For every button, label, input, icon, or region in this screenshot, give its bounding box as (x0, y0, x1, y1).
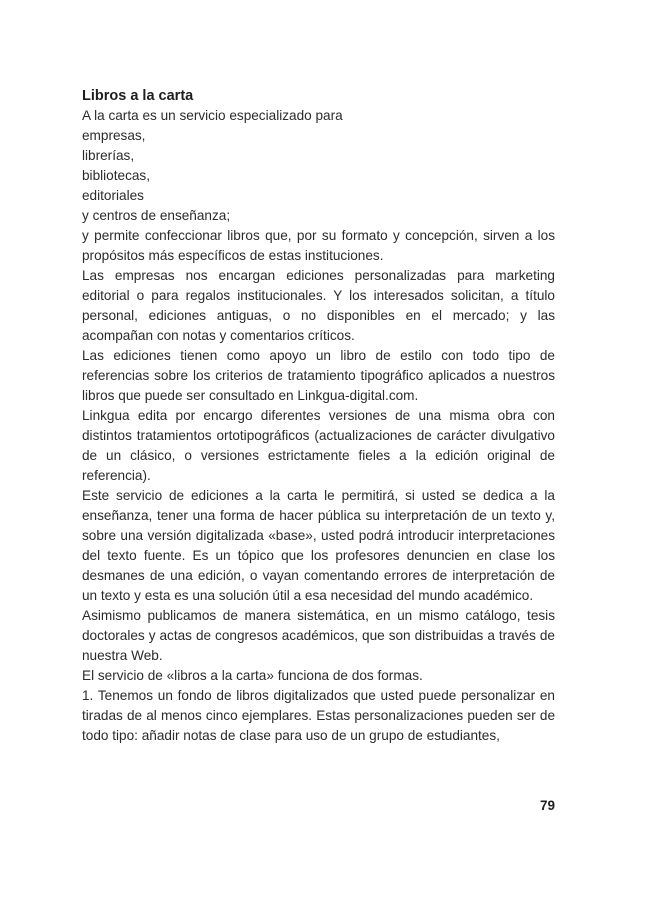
list-item: bibliotecas, (82, 168, 151, 183)
paragraph: y permite confeccionar libros que, por su formato y concepción, sirven a los propósitos más específicos de estas instituciones. (82, 228, 555, 263)
paragraph: Linkgua edita por encargo diferentes versiones de una misma obra con distintos tratamientos ortotipográficos (actualizaciones de carácter divulgativo de un clásico, o versiones estrictamente fieles a la edición original de referencia). (82, 408, 555, 483)
list-item: editoriales (82, 188, 144, 203)
intro-line: A la carta es un servicio especializado para (82, 108, 343, 123)
list-item: y centros de enseñanza; (82, 208, 231, 223)
list-item: librerías, (82, 148, 135, 163)
paragraph: Este servicio de ediciones a la carta le permitirá, si usted se dedica a la enseñanza, tener una forma de hacer pública su interpretación de un texto y, sobre una versión digitalizada «base», usted podrá introducir interpretaciones del texto fuente. Es un tópico que los profesores denuncien en clase los desmanes de una edición, o vayan comentando errores de interpretación de un texto y esta es una solución útil a esa necesidad del mundo académico. (82, 488, 555, 603)
section-title: Libros a la carta (82, 88, 194, 104)
paragraph: Las ediciones tienen como apoyo un libro de estilo con todo tipo de referencias sobre los criterios de tratamiento tipográfico aplicados a nuestros libros que puede ser consultado en Linkgua-digital.com. (82, 348, 555, 403)
page-number: 79 (539, 798, 555, 813)
paragraph: El servicio de «libros a la carta» funciona de dos formas. (82, 668, 423, 683)
paragraph: Asimismo publicamos de manera sistemática, en un mismo catálogo, tesis doctorales y actas de congresos académicos, que son distribuidas a través de nuestra Web. (82, 608, 555, 663)
paragraph: 1. Tenemos un fondo de libros digitalizados que usted puede personalizar en tiradas de al menos cinco ejemplares. Estas personalizaciones pueden ser de todo tipo: añadir notas de clase para uso de un grupo de estudiantes, (82, 688, 555, 743)
list-item: empresas, (82, 128, 146, 143)
page-body (82, 86, 555, 746)
paragraph: Las empresas nos encargan ediciones personalizadas para marketing editorial o para regalos institucionales. Y los interesados solicitan, a título personal, ediciones antiguas, o no disponibles en el mercado; y las acompañan con notas y comentarios críticos. (82, 268, 555, 343)
